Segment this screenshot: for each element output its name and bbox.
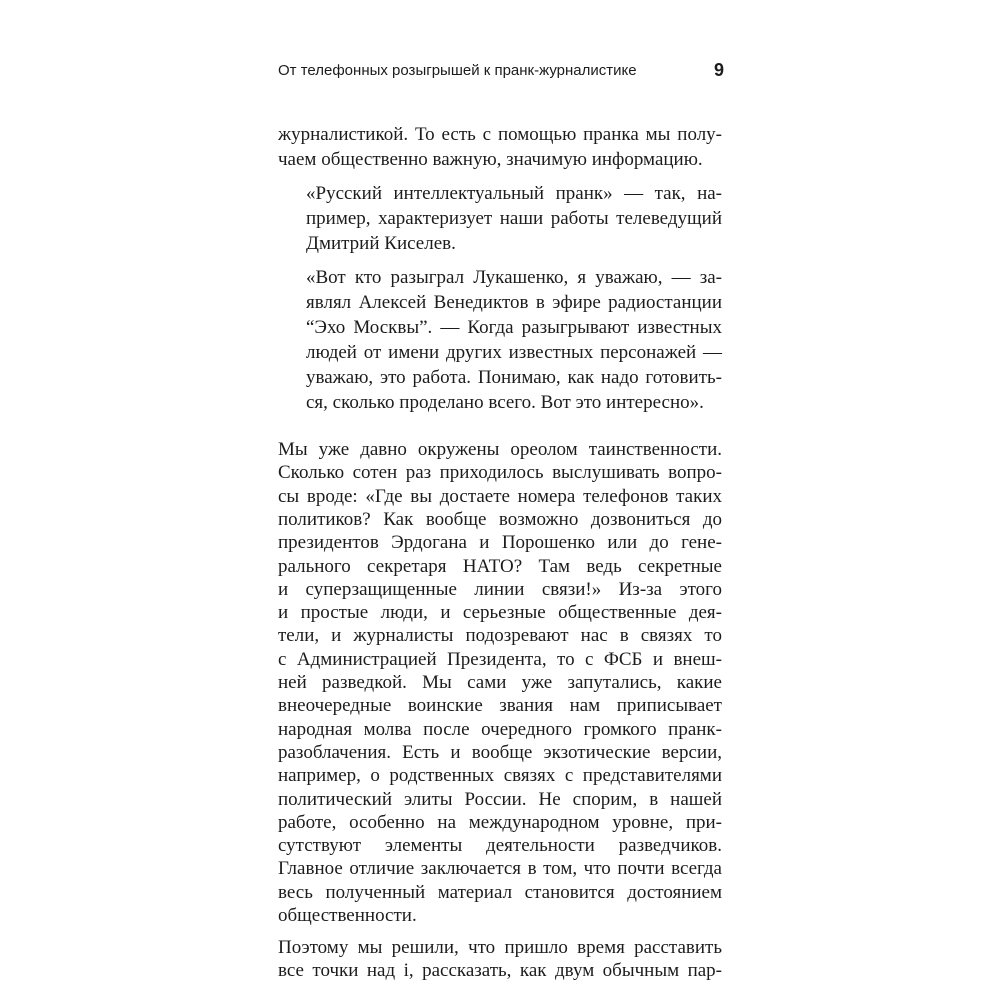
text-line: тели, и журналисты подозревают нас в связях то [278,625,722,647]
text-line: журналистикой. То есть с помощью пранка мы полу- [278,124,722,145]
text-line: рального секретаря НАТО? Там ведь секретные [278,555,722,577]
text-line: президентов Эрдогана и Порошенко или до гене- [278,532,722,554]
text-line: все точки над i, рассказать, как двум обычным пар- [278,960,722,982]
text-line: чаем общественно важную, значимую информацию. [278,149,703,170]
text-line: народная молва после очередного громкого пранк- [278,718,722,740]
text-line: ней разведкой. Мы сами уже запутались, какие [278,672,722,693]
text-line: с Администрацией Президента, то с ФСБ и внеш- [278,648,722,670]
text-line: внеочередные воинские звания нам приписывает [278,695,722,717]
text-line: разоблачения. Есть и вообще экзотические версии, [278,741,722,763]
quote-line: “Эхо Москвы”. — Когда разыгрывают известных [306,317,722,338]
running-title: От телефонных розыгрышей к пранк-журналистике [278,62,637,79]
quote-line: «Вот кто разыграл Лукашенко, я уважаю, — за- [306,267,722,288]
text-line: Поэтому мы решили, что пришло время расставить [278,937,722,958]
text-line: Главное отличие заключается в том, что почти всегда [278,858,722,880]
quote-line: людей от имени других известных персонажей — [306,342,722,363]
text-line: весь полученный материал становится достоянием [278,881,722,903]
quote-line: Дмитрий Киселев. [306,233,456,254]
quote-line: пример, характеризует наши работы телеведущий [306,208,722,229]
text-line: политический элиты России. Не спорим, в нашей [278,788,722,810]
text-line: работе, особенно на международном уровне, при- [278,811,722,833]
text-line: сутствуют элементы деятельности разведчиков. [278,835,722,857]
quote-line: являл Алексей Венедиктов в эфире радиостанции [306,292,722,313]
text-line: и суперзащищенные линии связи!» Из-за этого [278,578,722,600]
quote-line: «Русский интеллектуальный пранк» — так, на- [306,183,722,204]
text-line: политиков? Как вообще возможно дозвониться до [278,508,722,530]
text-line: Мы уже давно окружены ореолом таинственности. [278,439,722,460]
running-head [278,57,724,87]
text-line: например, о родственных связях с представителями [278,765,722,787]
quote-line: уважаю, это работа. Понимаю, как надо готовить- [306,367,722,388]
text-line: и простые люди, и серьезные общественные дея- [278,602,722,624]
page-number: 9 [713,60,724,80]
text-line: общественности. [278,905,417,926]
quote-line: ся, сколько проделано всего. Вот это интересно». [306,392,704,413]
text-line: Сколько сотен раз приходилось выслушивать вопро- [278,462,722,484]
text-line: сы вроде: «Где вы достаете номера телефонов таких [278,485,722,507]
